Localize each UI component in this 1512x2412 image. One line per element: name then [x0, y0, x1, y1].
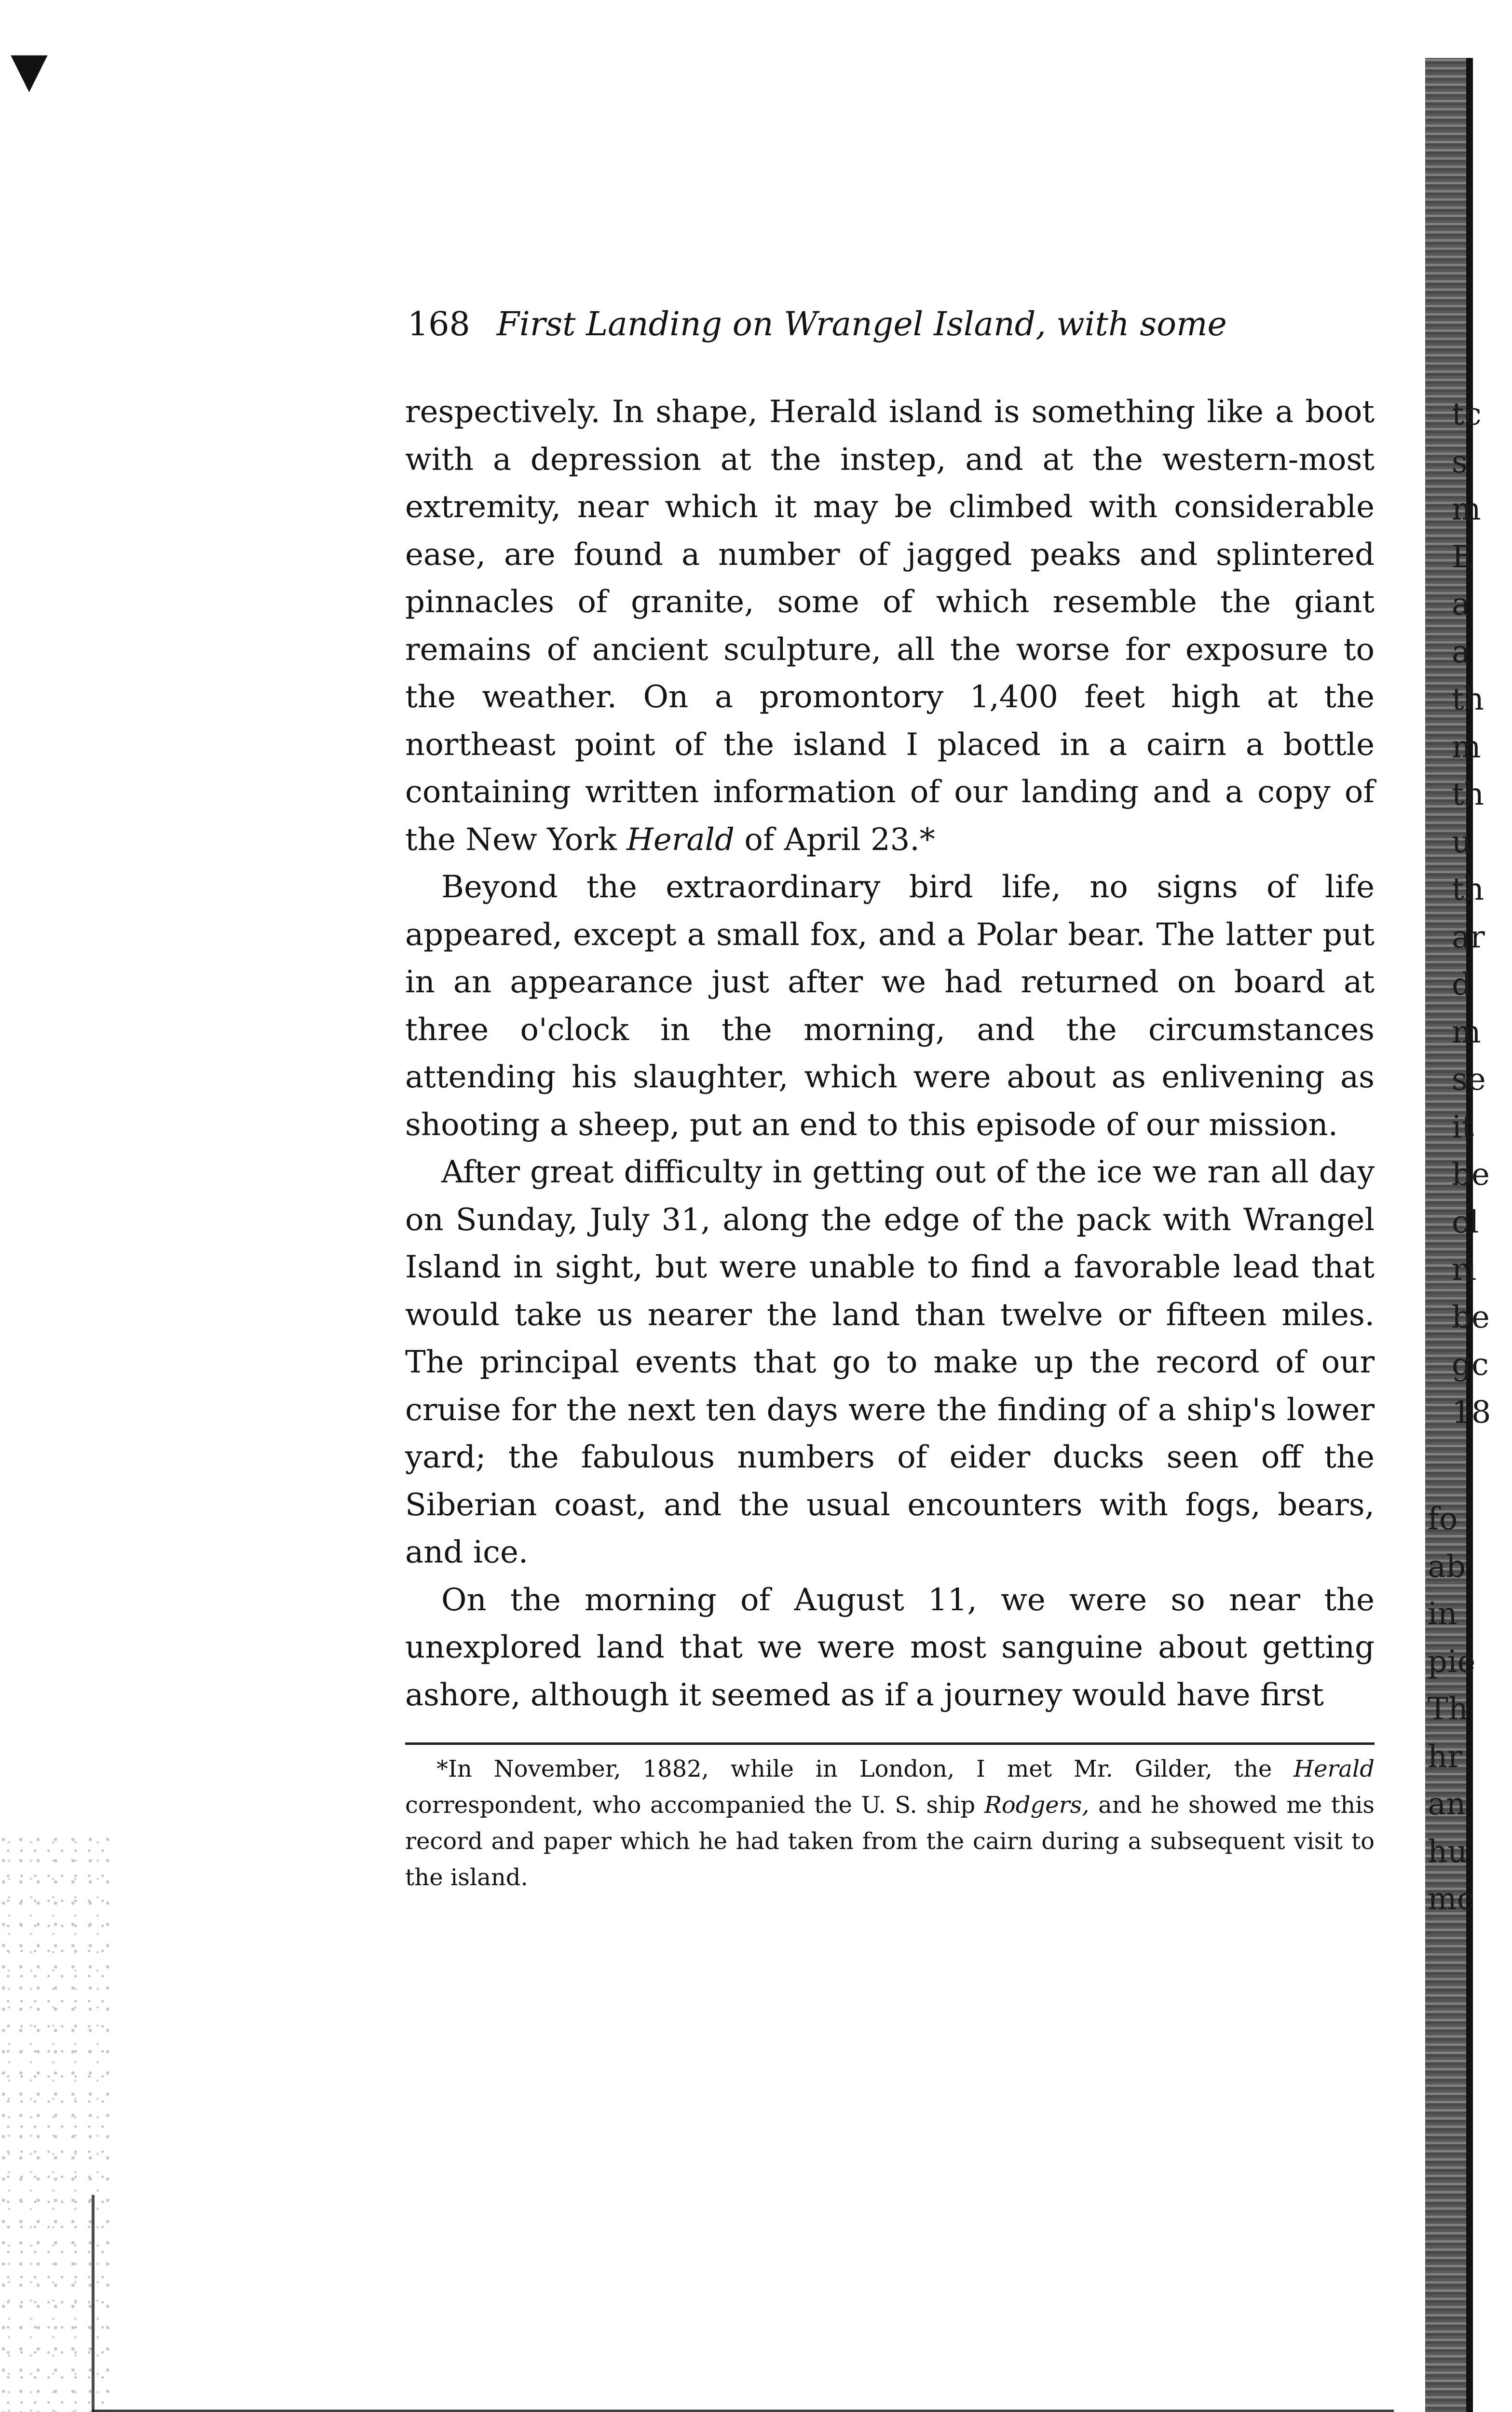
facing-fragment: u: [1452, 824, 1472, 860]
scan-edge-left: [92, 2195, 95, 2412]
facing-fragment: th: [1452, 872, 1484, 907]
facing-fragment: pie: [1428, 1644, 1476, 1680]
footnote-text: [405, 1751, 1375, 1896]
facing-fragment: fo: [1428, 1501, 1458, 1537]
paragraph: After great difficulty in getting out of the ice we ran all day on Sunday, July 31, along the edge of the pack with Wrangel Island in sight, but were unable to find a favorable lead that would take us nearer the land than twelve or fifteen miles. The principal events that go to make up the record of our cruise for the next ten days were the finding of a ship's lower yard; the fabulous numbers of eider ducks seen off the Siberian coast, and the usual encounters with fogs, bears, and ice.: [405, 1154, 1375, 1570]
paragraph: Beyond the extraordinary bird life, no signs of life appeared, except a small fox, and a Polar bear. The latter put in an appearance just after we had returned on board at three o'clock in the morning, and the circumstances attending his slaughter, which were about as enlivening as shooting a sheep, put an end to this episode of our mission.: [405, 869, 1375, 1143]
facing-fragment: m: [1452, 1014, 1481, 1050]
paragraph-text: of April 23.*: [734, 822, 935, 858]
running-head: [408, 298, 1324, 351]
footnote-divider: [405, 1742, 1375, 1745]
footnote-segment: *In November, 1882, while in London, I met Mr. Gilder, the: [436, 1755, 1294, 1782]
facing-fragment: a: [1452, 634, 1471, 670]
facing-fragment: m: [1452, 729, 1481, 765]
scan-edge-bottom: [92, 2410, 1394, 2412]
facing-fragment: ab: [1428, 1549, 1466, 1585]
facing-fragment: mc: [1428, 1881, 1474, 1917]
body-text: [405, 388, 1375, 1719]
facing-fragment: ar: [1452, 919, 1485, 955]
running-title: First Landing on Wrangel Island, with some: [496, 305, 1227, 343]
facing-fragment: a: [1452, 587, 1471, 622]
footnote: [405, 1751, 1375, 1896]
facing-fragment: 18: [1452, 1394, 1491, 1430]
facing-fragment: hu: [1428, 1834, 1468, 1870]
facing-fragment: cl: [1452, 1204, 1479, 1240]
facing-fragment: Th: [1428, 1691, 1468, 1727]
facing-fragment: be: [1452, 1299, 1490, 1335]
footnote-italic: Rodgers,: [984, 1792, 1090, 1819]
paragraph-text: New York: [465, 822, 627, 858]
facing-fragment: in: [1428, 1596, 1458, 1632]
facing-fragment: th: [1452, 682, 1484, 717]
facing-fragment: m: [1452, 492, 1481, 527]
paragraph-text: respectively. In shape, Herald island is something like a boot with a depression at the instep, and at the western-most extremity, near which it may be climbed with considerable ease, are found a number of jagged peaks and splintered pinnacles of granite, some of which resemble the giant remains of ancient sculpture, all the worse for exposure to the weather. On a promontory 1,400 feet high at the northeast point of the island I placed in a cairn a bottle containing written information of our landing and a copy of the: [405, 394, 1375, 858]
facing-fragment: s: [1452, 444, 1468, 480]
facing-fragment: be: [1452, 1157, 1490, 1192]
facing-fragment: gc: [1452, 1347, 1489, 1383]
facing-page-fragments: [1452, 391, 1510, 1436]
page-number: 168: [408, 305, 470, 343]
footnote-segment: and he showed me this record and paper which he had taken from the cairn during a subsequent visit to the island.: [405, 1792, 1375, 1891]
italic-text: Herald: [627, 822, 735, 858]
facing-page-fragments-lower: [1428, 1495, 1510, 1923]
paragraph: On the morning of August 11, we were so near the unexplored land that we were most sanguine about getting ashore, although it seemed as if a journey would have first: [405, 1582, 1375, 1713]
paragraph: [405, 388, 1375, 863]
facing-fragment: d: [1452, 967, 1471, 1002]
footnote-segment: correspondent, who accompanied the U. S. ship: [405, 1792, 984, 1819]
facing-fragment: tc: [1452, 397, 1482, 432]
facing-fragment: hr: [1428, 1739, 1462, 1775]
facing-fragment: th: [1452, 777, 1484, 812]
facing-fragment: se: [1452, 1062, 1486, 1097]
facing-fragment: E: [1452, 539, 1474, 575]
footnote-italic: Herald: [1294, 1755, 1375, 1782]
corner-ink-mark: ▼: [11, 41, 48, 98]
facing-fragment: it: [1452, 1109, 1474, 1145]
facing-fragment: ri: [1452, 1252, 1477, 1288]
facing-fragment: an: [1428, 1786, 1466, 1822]
